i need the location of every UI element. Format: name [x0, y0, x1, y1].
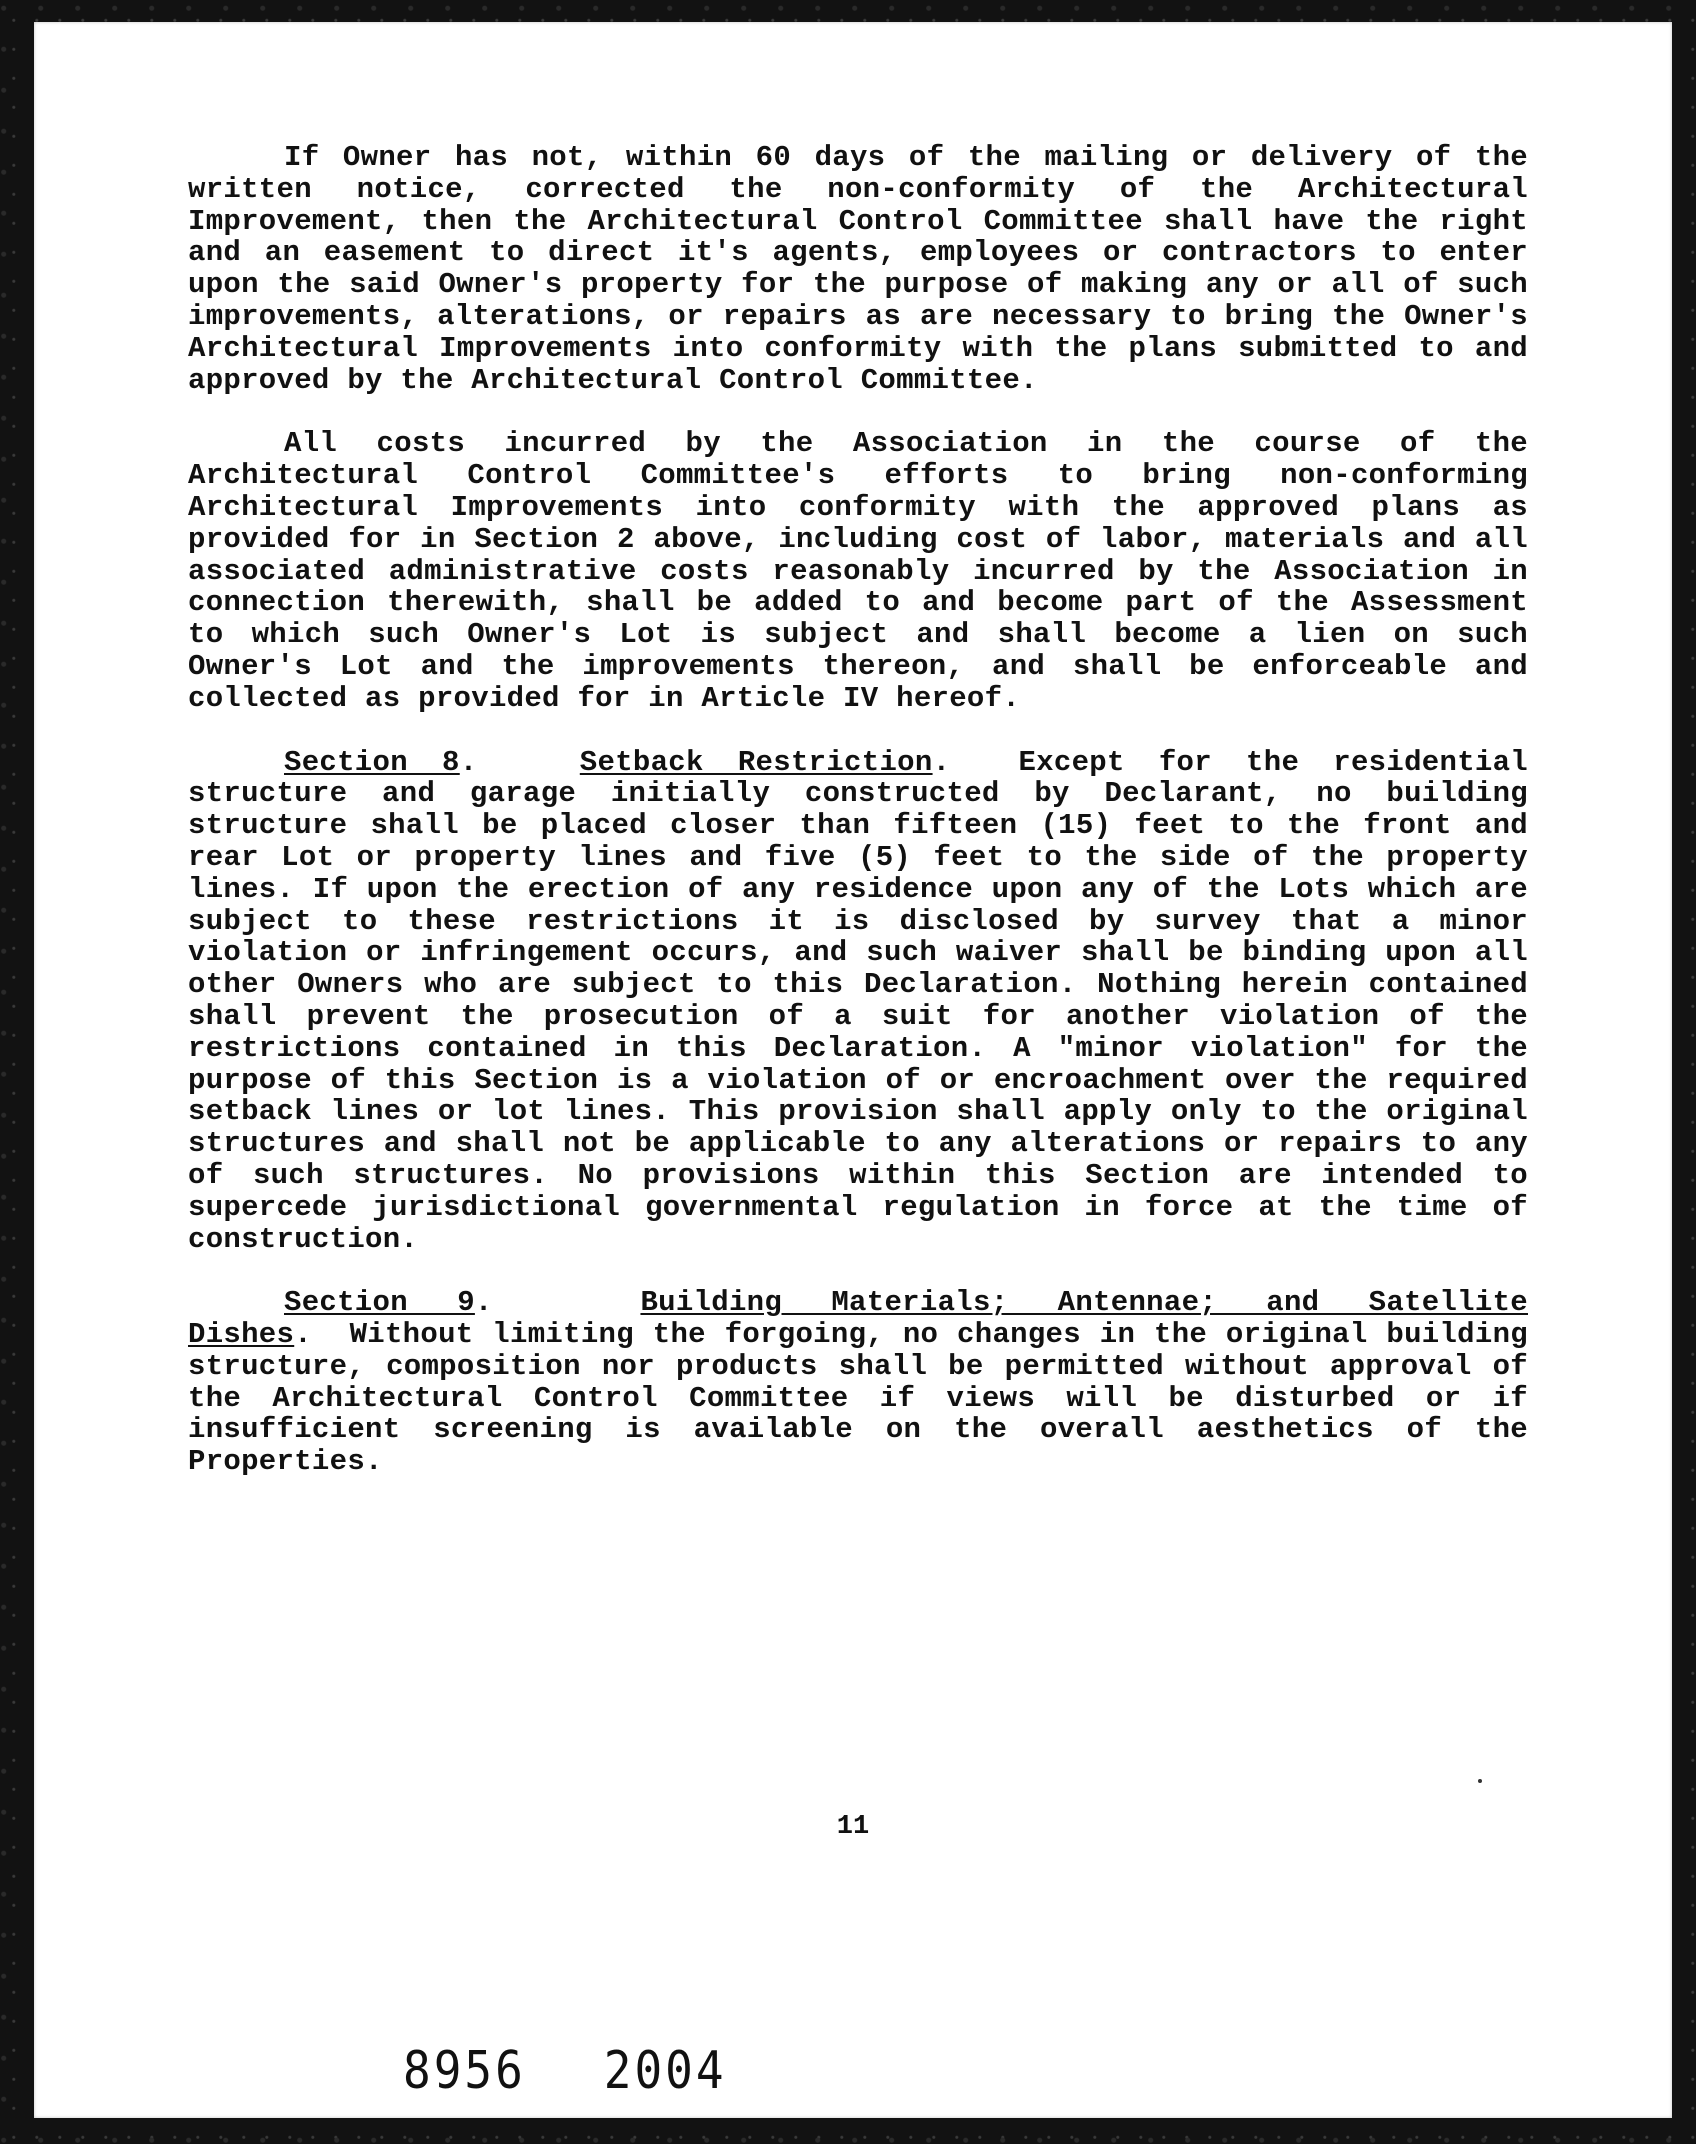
stamp-left-number: 8956	[403, 2040, 526, 2101]
section-8-text: Except for the residential structure and garage initially constructed by Declarant, no building structure shall be placed closer than fifteen (15) feet to the front and rear Lot or property lines and five (5) feet to the side of the property lines. If upon the erection of any residence upon any of the Lots which are subject to these restrictions it is disclosed by survey that a minor violation or infringement occurs, and such waiver shall be binding upon all other Owners who are subject to this Declaration. Nothing herein contained shall prevent the prosecution of a suit for another violation of the restrictions contained in this Declaration. A "minor violation" for the purpose of this Section is a violation of or encroachment over the required setback lines or lot lines. This provision shall apply only to the original structures and shall not be applicable to any alterations or repairs to any of such structures. No provisions within this Section are intended to supercede jurisdictional governmental regulation in force at the time of construction.	[188, 745, 1529, 1256]
section-9-text: Without limiting the forgoing, no changes in the original building structure, composition nor products shall be permitted without approval of the Architectural Control Committee if views will be disturbed or if insufficient screening is available on the overall aesthetics of the Properties.	[188, 1318, 1528, 1479]
paragraph-owner-noncompliance: If Owner has not, within 60 days of the mailing or delivery of the written notice, corrected the non-conformity of the Architectural Improvement, then the Architectural Control Committee shall have the right and an easement to direct it's agents, employees or contractors to enter upon the said Owner's property for the purpose of making any or all of such improvements, alterations, or repairs as are necessary to bring the Owner's Architectural Improvements into conformity with the plans submitted to and approved by the Architectural Control Committee.	[188, 141, 1528, 397]
document-body	[188, 142, 1528, 1510]
document-page	[34, 22, 1672, 2118]
page-number: 11	[836, 1812, 870, 1842]
section-8-number: Section 8	[284, 745, 460, 779]
section-9-paragraph: Section 9. Building Materials; Antennae; and Satellite Dishes. Without limiting the forgoing, no changes in the original building structure, composition nor products shall be permitted without approval of the Architectural Control Committee if views will be disturbed or if insufficient screening is available on the overall aesthetics of the Properties.	[188, 1286, 1528, 1479]
section-9-title: Building Materials; Antennae; and Satellite Dishes	[188, 1286, 1528, 1352]
scan-speck	[1478, 1779, 1482, 1783]
paragraph-costs-incurred: All costs incurred by the Association in the course of the Architectural Control Committee's efforts to bring non-conforming Architectural Improvements into conformity with the approved plans as provided for in Section 2 above, including cost of labor, materials and all associated administrative costs reasonably incurred by the Association in connection therewith, shall be added to and become part of the Assessment to which such Owner's Lot is subject and shall become a lien on such Owner's Lot and the improvements thereon, and shall be enforceable and collected as provided for in Article IV hereof.	[188, 427, 1528, 715]
document-stamp	[403, 2040, 727, 2100]
section-9-number: Section 9	[284, 1286, 475, 1320]
section-8-paragraph: Section 8. Setback Restriction. Except for the residential structure and garage initially constructed by Declarant, no building structure shall be placed closer than fifteen (15) feet to the front and rear Lot or property lines and five (5) feet to the side of the property lines. If upon the erection of any residence upon any of the Lots which are subject to these restrictions it is disclosed by survey that a minor violation or infringement occurs, and such waiver shall be binding upon all other Owners who are subject to this Declaration. Nothing herein contained shall prevent the prosecution of a suit for another violation of the restrictions contained in this Declaration. A "minor violation" for the purpose of this Section is a violation of or encroachment over the required setback lines or lot lines. This provision shall apply only to the original structures and shall not be applicable to any alterations or repairs to any of such structures. No provisions within this Section are intended to supercede jurisdictional governmental regulation in force at the time of construction.	[188, 745, 1529, 1256]
stamp-right-number: 2004	[603, 2040, 727, 2101]
section-8-title: Setback Restriction	[579, 745, 933, 779]
